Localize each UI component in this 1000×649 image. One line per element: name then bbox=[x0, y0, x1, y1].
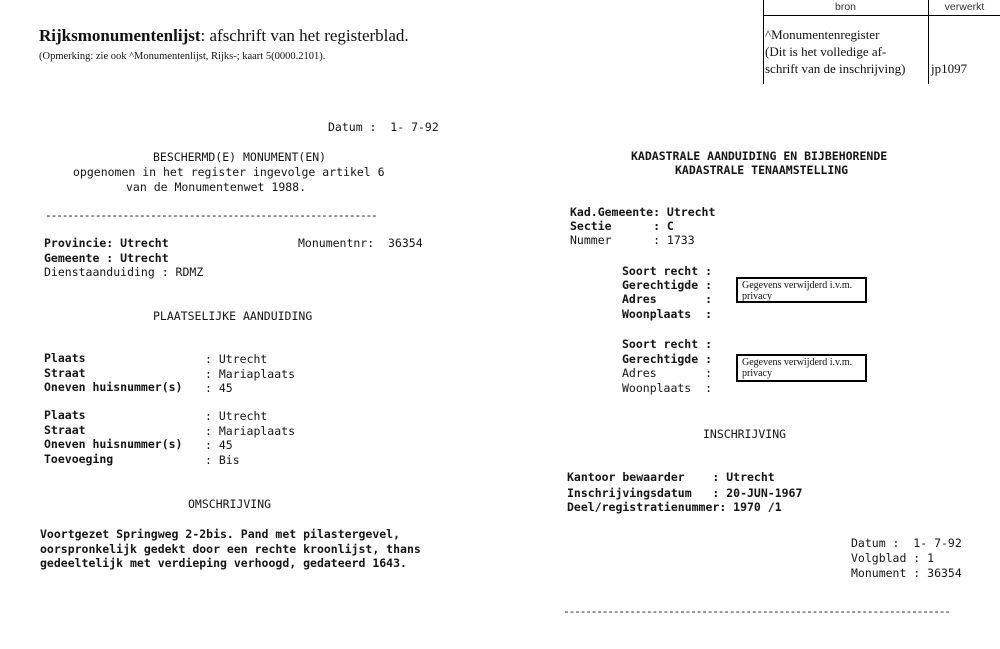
source-box bbox=[763, 0, 1000, 84]
b2-value-toevoeging: : Bis bbox=[205, 453, 240, 467]
b1-label-huisnummer: Oneven huisnummer(s) bbox=[44, 380, 183, 394]
r2-adres: Adres : bbox=[622, 366, 713, 380]
b1-value-straat: : Mariaplaats bbox=[205, 367, 296, 381]
privacy-box-1: Gegevens verwijderd i.v.m. privacy bbox=[736, 277, 867, 303]
b1-value-huisnummer: : 45 bbox=[205, 381, 233, 395]
footer-volgblad: Volgblad : 1 bbox=[851, 551, 935, 565]
deel-registratienummer: Deel/registratienummer: 1970 /1 bbox=[567, 500, 782, 514]
provincie: Provincie: Utrecht bbox=[44, 236, 169, 250]
kad-nummer: Nummer : 1733 bbox=[570, 233, 695, 247]
r2-woonplaats: Woonplaats : bbox=[622, 381, 713, 395]
footer-datum: Datum : 1- 7-92 bbox=[851, 536, 962, 550]
title-rest: : afschrift van het registerblad. bbox=[200, 26, 409, 45]
b2-label-plaats: Plaats bbox=[44, 408, 86, 422]
left-dashed-rule: ------------------------------------------------------------ bbox=[45, 208, 377, 222]
processed-code: jp1097 bbox=[931, 61, 968, 76]
right-dashed-rule: ---------------------------------------------------------------------- bbox=[563, 604, 950, 618]
plaatselijke-title: PLAATSELIJKE AANDUIDING bbox=[153, 309, 313, 323]
b2-value-plaats: : Utrecht bbox=[205, 409, 268, 423]
kad-gemeente: Kad.Gemeente: Utrecht bbox=[570, 205, 716, 219]
monumentnr: Monumentnr: 36354 bbox=[298, 236, 423, 250]
title-note: (Opmerking: zie ook ^Monumentenlijst, Rijks-; kaart 5(0000.2101). bbox=[39, 51, 326, 62]
b2-label-straat: Straat bbox=[44, 423, 86, 437]
source-line-1: ^Monumentenregister bbox=[765, 27, 880, 42]
omschrijving-title: OMSCHRIJVING bbox=[188, 497, 272, 511]
privacy-box-2: Gegevens verwijderd i.v.m. privacy bbox=[736, 354, 867, 382]
kad-sectie: Sectie : C bbox=[570, 219, 674, 233]
r1-adres: Adres : bbox=[622, 292, 713, 306]
inschrijvingsdatum: Inschrijvingsdatum : 20-JUN-1967 bbox=[567, 486, 803, 500]
r1-soort-recht: Soort recht : bbox=[622, 264, 713, 278]
heading-line-1: BESCHERMD(E) MONUMENT(EN) bbox=[153, 150, 327, 164]
b1-label-straat: Straat bbox=[44, 366, 86, 380]
heading-line-3: van de Monumentenwet 1988. bbox=[126, 180, 307, 194]
title-bold: Rijksmonumentenlijst bbox=[39, 26, 201, 45]
footer-monument: Monument : 36354 bbox=[851, 566, 962, 580]
r1-gerechtigde: Gerechtigde : bbox=[622, 278, 713, 292]
b2-value-huisnummer: : 45 bbox=[205, 438, 233, 452]
heading-line-2: opgenomen in het register ingevolge artikel 6 bbox=[73, 165, 385, 179]
description-line-2: oorspronkelijk gedekt door een rechte kroonlijst, thans bbox=[40, 542, 421, 556]
r2-gerechtigde: Gerechtigde : bbox=[622, 352, 713, 366]
document-title bbox=[31, 8, 409, 64]
verwerkt-header: verwerkt bbox=[944, 1, 985, 13]
b1-value-plaats: : Utrecht bbox=[205, 352, 268, 366]
b1-label-plaats: Plaats bbox=[44, 351, 86, 365]
source-line-2: (Dit is het volledige af- bbox=[765, 44, 887, 59]
inschrijving-title: INSCHRIJVING bbox=[703, 427, 787, 441]
kadastrale-title-2: KADASTRALE TENAAMSTELLING bbox=[675, 163, 849, 177]
left-datum: Datum : 1- 7-92 bbox=[328, 120, 439, 134]
b2-label-huisnummer: Oneven huisnummer(s) bbox=[44, 437, 183, 451]
bron-header: bron bbox=[834, 1, 856, 13]
description-line-3: gedeeltelijk met verdieping verhoogd, gedateerd 1643. bbox=[40, 556, 407, 570]
kantoor-bewaarder: Kantoor bewaarder : Utrecht bbox=[567, 470, 775, 484]
dienstaanduiding: Dienstaanduiding : RDMZ bbox=[44, 265, 204, 279]
r2-soort-recht: Soort recht : bbox=[622, 337, 713, 351]
r1-woonplaats: Woonplaats : bbox=[622, 307, 713, 321]
kadastrale-title-1: KADASTRALE AANDUIDING EN BIJBEHORENDE bbox=[631, 149, 888, 163]
b2-value-straat: : Mariaplaats bbox=[205, 424, 296, 438]
source-line-3: schrift van de inschrijving) bbox=[765, 61, 906, 76]
description-line-1: Voortgezet Springweg 2-2bis. Pand met pilastergevel, bbox=[40, 527, 401, 541]
b2-label-toevoeging: Toevoeging bbox=[44, 452, 114, 466]
gemeente: Gemeente : Utrecht bbox=[44, 251, 169, 265]
